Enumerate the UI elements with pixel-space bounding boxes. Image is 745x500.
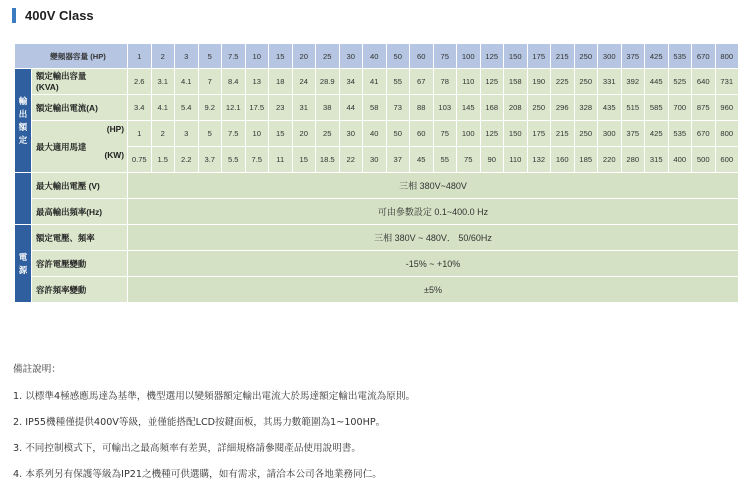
- data-cell: 175: [527, 121, 551, 147]
- data-cell: 445: [645, 69, 669, 95]
- group-label-output-cont: [15, 173, 32, 225]
- row-label-max-voltage: 最大輸出電壓 (V): [32, 173, 128, 199]
- header-hp-cell: 300: [598, 44, 622, 69]
- data-cell: 220: [598, 147, 622, 173]
- title-accent-bar: [12, 8, 16, 23]
- group-char: 輸: [18, 95, 28, 106]
- data-cell: 215: [551, 121, 575, 147]
- title-text: 400V Class: [25, 7, 94, 23]
- note-item: 1. 以標準4極感應馬達為基準，機型選用以變頻器額定輸出電流大於馬達額定輸出電流為原則。: [13, 391, 416, 402]
- data-cell: 250: [574, 69, 598, 95]
- data-cell: 2: [151, 121, 175, 147]
- header-hp-cell: 2: [151, 44, 175, 69]
- spec-table: [14, 43, 739, 303]
- data-cell: 41: [363, 69, 387, 95]
- data-cell: 37: [386, 147, 410, 173]
- data-cell: 88: [410, 95, 434, 121]
- row-label-frequency-tolerance: 容許頻率變動: [32, 277, 128, 303]
- data-cell: 435: [598, 95, 622, 121]
- data-cell: 5.4: [175, 95, 199, 121]
- data-cell: 600: [715, 147, 739, 173]
- data-cell: 20: [292, 121, 316, 147]
- header-hp-cell: 670: [692, 44, 716, 69]
- data-cell: 55: [433, 147, 457, 173]
- notes-heading: 備註說明：: [13, 364, 61, 375]
- data-cell: 110: [457, 69, 481, 95]
- data-cell: 168: [480, 95, 504, 121]
- group-char: 源: [18, 264, 28, 275]
- data-cell: 12.1: [222, 95, 246, 121]
- data-cell: 208: [504, 95, 528, 121]
- group-label-output: [15, 69, 32, 173]
- header-hp-cell: 250: [574, 44, 598, 69]
- header-hp-cell: 60: [410, 44, 434, 69]
- data-cell: 500: [692, 147, 716, 173]
- group-char: 定: [18, 134, 28, 145]
- data-cell: 44: [339, 95, 363, 121]
- data-cell: 1.5: [151, 147, 175, 173]
- data-cell: 25: [316, 121, 340, 147]
- data-cell: 375: [621, 121, 645, 147]
- data-cell: 280: [621, 147, 645, 173]
- data-cell: 132: [527, 147, 551, 173]
- data-cell: 3.1: [151, 69, 175, 95]
- unit-kw-tag: (KW): [104, 150, 124, 160]
- unit-hp-tag: (HP): [106, 124, 124, 134]
- data-cell: 30: [339, 121, 363, 147]
- data-cell: 78: [433, 69, 457, 95]
- header-hp-cell: 25: [316, 44, 340, 69]
- row-label-rated-voltage-freq: 額定電壓、頻率: [32, 225, 128, 251]
- header-hp-cell: 175: [527, 44, 551, 69]
- header-hp-cell: 100: [457, 44, 481, 69]
- data-cell: 875: [692, 95, 716, 121]
- data-cell: 100: [457, 121, 481, 147]
- data-cell: 23: [269, 95, 293, 121]
- data-cell: 515: [621, 95, 645, 121]
- note-item: 2. IP55機種僅提供400V等級，並僅能搭配LCD按鍵面板，其馬力數範圍為1~100HP。: [13, 417, 386, 428]
- data-cell: 125: [480, 69, 504, 95]
- value-cell: ±5%: [128, 277, 739, 303]
- header-hp-cell: 10: [245, 44, 269, 69]
- data-cell: 13: [245, 69, 269, 95]
- header-hp-cell: 50: [386, 44, 410, 69]
- data-cell: 3.7: [198, 147, 222, 173]
- value-cell: 三相 380V ~ 480V． 50/60Hz: [128, 225, 739, 251]
- header-hp-cell: 1: [128, 44, 152, 69]
- data-cell: 28.9: [316, 69, 340, 95]
- header-hp-cell: 30: [339, 44, 363, 69]
- data-cell: 24: [292, 69, 316, 95]
- data-cell: 250: [527, 95, 551, 121]
- data-cell: 15: [269, 121, 293, 147]
- data-cell: 960: [715, 95, 739, 121]
- data-cell: 315: [645, 147, 669, 173]
- row-label-max-frequency: 最高輸出頻率(Hz): [32, 199, 128, 225]
- header-hp-cell: 800: [715, 44, 739, 69]
- header-hp-cell: 7.5: [222, 44, 246, 69]
- data-cell: 700: [668, 95, 692, 121]
- data-cell: 34: [339, 69, 363, 95]
- value-cell: -15% ~ +10%: [128, 251, 739, 277]
- data-cell: 670: [692, 121, 716, 147]
- data-cell: 5.5: [222, 147, 246, 173]
- data-cell: 110: [504, 147, 528, 173]
- data-cell: 3: [175, 121, 199, 147]
- data-cell: 425: [645, 121, 669, 147]
- data-cell: 392: [621, 69, 645, 95]
- data-cell: 9.2: [198, 95, 222, 121]
- group-label-power: [15, 225, 32, 303]
- row-label-voltage-tolerance: 容許電壓變動: [32, 251, 128, 277]
- data-cell: 190: [527, 69, 551, 95]
- header-hp-cell: 425: [645, 44, 669, 69]
- data-cell: 4.1: [151, 95, 175, 121]
- data-cell: 250: [574, 121, 598, 147]
- data-cell: 15: [292, 147, 316, 173]
- section-title: [12, 6, 94, 24]
- header-hp-cell: 3: [175, 44, 199, 69]
- header-hp-cell: 215: [551, 44, 575, 69]
- header-hp-cell: 40: [363, 44, 387, 69]
- row-label-max-motor: [32, 121, 128, 173]
- data-cell: 75: [433, 121, 457, 147]
- data-cell: 0.75: [128, 147, 152, 173]
- max-motor-label: 最大適用馬達: [36, 142, 87, 152]
- note-item: 4. 本系列另有保護等級為IP21之機種可供選購，如有需求，請洽本公司各地業務同仁。: [13, 469, 382, 480]
- data-cell: 8.4: [222, 69, 246, 95]
- data-cell: 2.2: [175, 147, 199, 173]
- data-cell: 185: [574, 147, 598, 173]
- header-hp-cell: 535: [668, 44, 692, 69]
- data-cell: 7.5: [222, 121, 246, 147]
- data-cell: 17.5: [245, 95, 269, 121]
- data-cell: 11: [269, 147, 293, 173]
- data-cell: 67: [410, 69, 434, 95]
- row-label-line: (KVA): [36, 81, 59, 92]
- group-char: 電: [18, 251, 28, 262]
- data-cell: 38: [316, 95, 340, 121]
- data-cell: 7: [198, 69, 222, 95]
- value-cell: 三相 380V~480V: [128, 173, 739, 199]
- data-cell: 60: [410, 121, 434, 147]
- header-hp-cell: 20: [292, 44, 316, 69]
- data-cell: 2.6: [128, 69, 152, 95]
- data-cell: 145: [457, 95, 481, 121]
- data-cell: 640: [692, 69, 716, 95]
- data-cell: 4.1: [175, 69, 199, 95]
- data-cell: 150: [504, 121, 528, 147]
- data-cell: 40: [363, 121, 387, 147]
- data-cell: 58: [363, 95, 387, 121]
- data-cell: 158: [504, 69, 528, 95]
- notes-section: [13, 361, 415, 492]
- data-cell: 10: [245, 121, 269, 147]
- row-label-rated-capacity: [32, 69, 128, 95]
- data-cell: 731: [715, 69, 739, 95]
- data-cell: 18.5: [316, 147, 340, 173]
- data-cell: 103: [433, 95, 457, 121]
- data-cell: 296: [551, 95, 575, 121]
- data-cell: 75: [457, 147, 481, 173]
- data-cell: 50: [386, 121, 410, 147]
- data-cell: 3.4: [128, 95, 152, 121]
- header-label: 變頻器容量 (HP): [15, 44, 128, 69]
- data-cell: 55: [386, 69, 410, 95]
- value-cell: 可由參數設定 0.1~400.0 Hz: [128, 199, 739, 225]
- data-cell: 300: [598, 121, 622, 147]
- data-cell: 7.5: [245, 147, 269, 173]
- header-hp-cell: 375: [621, 44, 645, 69]
- header-hp-cell: 125: [480, 44, 504, 69]
- group-char: 出: [18, 108, 28, 119]
- data-cell: 73: [386, 95, 410, 121]
- data-cell: 535: [668, 121, 692, 147]
- group-char: 額: [18, 121, 28, 132]
- row-label-line: 額定輸出容量: [36, 70, 87, 81]
- data-cell: 328: [574, 95, 598, 121]
- data-cell: 160: [551, 147, 575, 173]
- row-label-rated-current: 額定輸出電流(A): [32, 95, 128, 121]
- data-cell: 585: [645, 95, 669, 121]
- data-cell: 225: [551, 69, 575, 95]
- data-cell: 400: [668, 147, 692, 173]
- note-item: 3. 不同控制模式下，可輸出之最高頻率有差異，詳細規格請參閱產品使用說明書。: [13, 443, 361, 454]
- data-cell: 125: [480, 121, 504, 147]
- data-cell: 5: [198, 121, 222, 147]
- data-cell: 90: [480, 147, 504, 173]
- data-cell: 30: [363, 147, 387, 173]
- data-cell: 525: [668, 69, 692, 95]
- data-cell: 800: [715, 121, 739, 147]
- data-cell: 331: [598, 69, 622, 95]
- header-hp-cell: 150: [504, 44, 528, 69]
- data-cell: 1: [128, 121, 152, 147]
- data-cell: 18: [269, 69, 293, 95]
- header-hp-cell: 15: [269, 44, 293, 69]
- data-cell: 31: [292, 95, 316, 121]
- data-cell: 45: [410, 147, 434, 173]
- header-hp-cell: 75: [433, 44, 457, 69]
- data-cell: 22: [339, 147, 363, 173]
- header-hp-cell: 5: [198, 44, 222, 69]
